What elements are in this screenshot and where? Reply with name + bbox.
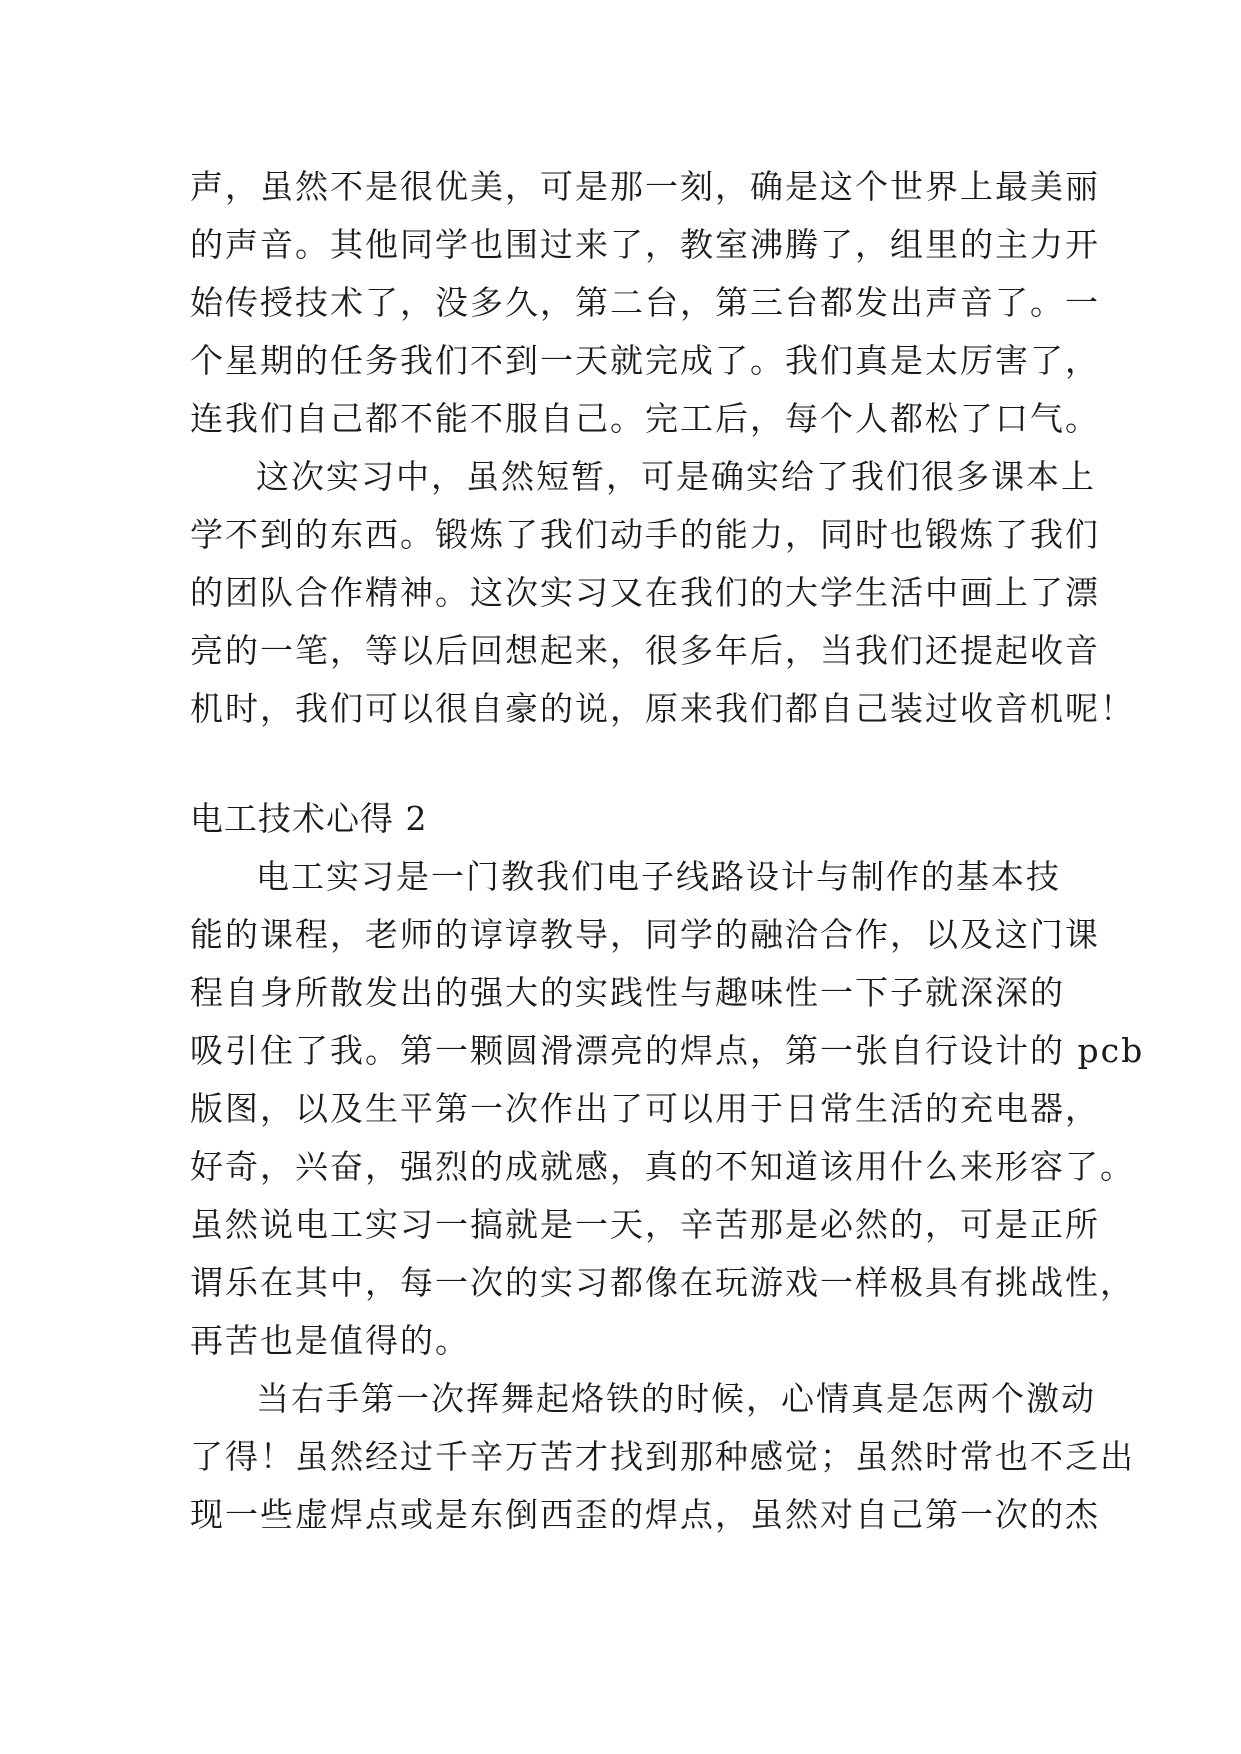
paragraph-4-line: 了得！虽然经过千辛万苦才找到那种感觉；虽然时常也不乏出	[190, 1437, 1135, 1476]
paragraph-3-line: 程自身所散发出的强大的实践性与趣味性一下子就深深的	[190, 973, 1065, 1012]
paragraph-3-line: 好奇，兴奋，强烈的成就感，真的不知道该用什么来形容了。	[190, 1147, 1135, 1186]
paragraph-2-line: 机时，我们可以很自豪的说，原来我们都自己装过收音机呢！	[190, 689, 1135, 728]
paragraph-4-line: 当右手第一次挥舞起烙铁的时候，心情真是怎两个激动	[256, 1379, 1096, 1418]
paragraph-4-line: 现一些虚焊点或是东倒西歪的焊点，虽然对自己第一次的杰	[190, 1495, 1100, 1534]
paragraph-1-line: 始传授技术了，没多久，第二台，第三台都发出声音了。一	[190, 283, 1100, 322]
paragraph-2-line: 这次实习中，虽然短暂，可是确实给了我们很多课本上	[256, 457, 1096, 496]
paragraph-3-line: 能的课程，老师的谆谆教导，同学的融洽合作，以及这门课	[190, 915, 1100, 954]
paragraph-2-line: 的团队合作精神。这次实习又在我们的大学生活中画上了漂	[190, 573, 1100, 612]
paragraph-3-line: 再苦也是值得的。	[190, 1321, 470, 1360]
paragraph-3-line: 谓乐在其中，每一次的实习都像在玩游戏一样极具有挑战性，	[190, 1263, 1135, 1302]
paragraph-2-line: 亮的一笔，等以后回想起来，很多年后，当我们还提起收音	[190, 631, 1100, 670]
paragraph-3-line: 电工实习是一门教我们电子线路设计与制作的基本技	[256, 857, 1061, 896]
paragraph-1-line: 声，虽然不是很优美，可是那一刻，确是这个世界上最美丽	[190, 167, 1100, 206]
paragraph-3-line: 版图，以及生平第一次作出了可以用于日常生活的充电器，	[190, 1089, 1100, 1128]
paragraph-3-line: 吸引住了我。第一颗圆滑漂亮的焊点，第一张自行设计的 pcb	[190, 1031, 1145, 1070]
section-heading: 电工技术心得 2	[190, 799, 428, 838]
paragraph-1-line: 的声音。其他同学也围过来了，教室沸腾了，组里的主力开	[190, 225, 1100, 264]
paragraph-3-line: 虽然说电工实习一搞就是一天，辛苦那是必然的，可是正所	[190, 1205, 1100, 1244]
paragraph-1-line: 个星期的任务我们不到一天就完成了。我们真是太厉害了，	[190, 341, 1100, 380]
paragraph-1-line: 连我们自己都不能不服自己。完工后，每个人都松了口气。	[190, 399, 1100, 438]
paragraph-2-line: 学不到的东西。锻炼了我们动手的能力，同时也锻炼了我们	[190, 515, 1100, 554]
